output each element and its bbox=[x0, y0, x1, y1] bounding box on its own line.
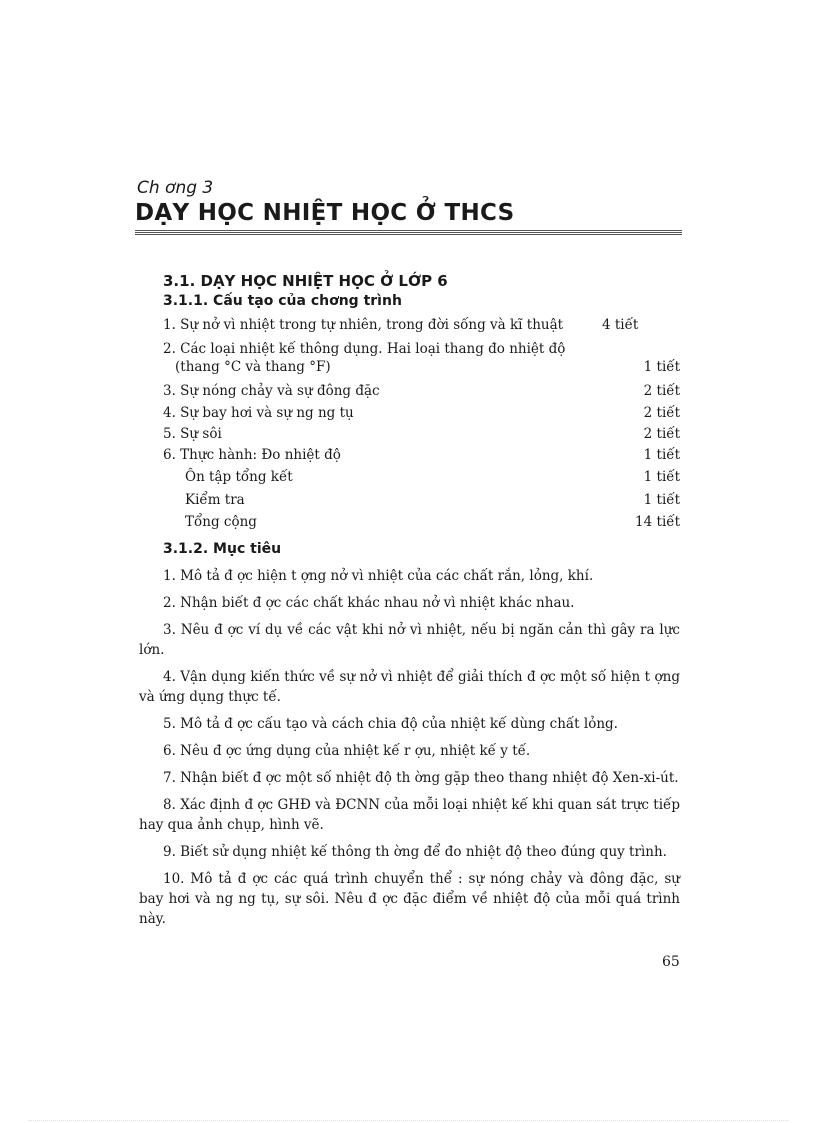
program-item-label: 6. Thực hành: Đo nhiệt độ bbox=[163, 447, 341, 463]
program-item-label: 2. Các loại nhiệt kế thông dụng. Hai loại thang đo nhiệt độ bbox=[163, 341, 566, 357]
title-rule bbox=[135, 230, 682, 235]
program-item-periods: 1 tiết bbox=[643, 492, 680, 508]
program-item-periods: 4 tiết bbox=[602, 317, 639, 333]
objective-item: 6. Nêu đ ợc ứng dụng của nhiệt kế r ợu, nhiệt kế y tế. bbox=[163, 743, 531, 759]
program-item-label: (thang °C và thang °F) bbox=[175, 359, 331, 375]
program-item-label: Tổng cộng bbox=[185, 514, 257, 530]
program-item-label: Ôn tập tổng kết bbox=[185, 469, 293, 485]
program-item-periods: 2 tiết bbox=[643, 405, 680, 421]
program-item-label: 5. Sự sôi bbox=[163, 426, 222, 442]
objective-item: 1. Mô tả đ ợc hiện t ợng nở vì nhiệt của các chất rắn, lỏng, khí. bbox=[163, 568, 594, 584]
objective-item: 8. Xác định đ ợc GHĐ và ĐCNN của mỗi loại nhiệt kế khi quan sát trực tiếp hay qua ảnh chụp, hình vẽ. bbox=[139, 797, 680, 833]
program-item bbox=[163, 490, 680, 510]
program-item-label: Kiểm tra bbox=[185, 492, 245, 508]
chapter-label: Ch ơng 3 bbox=[137, 178, 214, 198]
program-item bbox=[163, 445, 680, 465]
program-item-periods: 1 tiết bbox=[643, 447, 680, 463]
objective-item: 7. Nhận biết đ ợc một số nhiệt độ th ờng gặp theo thang nhiệt độ Xen-xi-út. bbox=[163, 770, 679, 786]
program-item bbox=[163, 357, 680, 377]
section-heading: 3.1. DẠY HỌC NHIỆT HỌC Ở LỚP 6 bbox=[163, 272, 448, 290]
program-item-label: 3. Sự nóng chảy và sự đông đặc bbox=[163, 383, 380, 399]
objective-item: 2. Nhận biết đ ợc các chất khác nhau nở vì nhiệt khác nhau. bbox=[163, 595, 575, 611]
subheading-program-structure: 3.1.1. Cấu tạo của chơng trình bbox=[163, 293, 402, 309]
objective-item: 3. Nêu đ ợc ví dụ về các vật khi nở vì nhiệt, nếu bị ngăn cản thì gây ra lực lớn. bbox=[139, 622, 680, 658]
program-item bbox=[163, 403, 680, 423]
program-item-label: 1. Sự nở vì nhiệt trong tự nhiên, trong đời sống và kĩ thuật bbox=[163, 317, 564, 333]
program-item bbox=[163, 315, 680, 335]
program-item bbox=[163, 381, 680, 401]
objective-item: 10. Mô tả đ ợc các quá trình chuyển thể : sự nóng chảy và đông đặc, sự bay hơi và ng ng tụ, sự sôi. Nêu đ ợc đặc điểm về nhiệt độ của mỗi quá trình này. bbox=[139, 871, 680, 927]
page-number: 65 bbox=[662, 954, 680, 970]
program-item-periods: 1 tiết bbox=[643, 359, 680, 375]
program-item bbox=[163, 467, 680, 487]
objective-item: 9. Biết sử dụng nhiệt kế thông th ờng để đo nhiệt độ theo đúng quy trình. bbox=[163, 844, 667, 860]
program-total bbox=[163, 512, 680, 532]
program-item-periods: 14 tiết bbox=[635, 514, 680, 530]
program-item-periods: 2 tiết bbox=[643, 426, 680, 442]
chapter-title: DẠY HỌC NHIỆT HỌC Ở THCS bbox=[135, 200, 515, 226]
program-item bbox=[163, 339, 680, 359]
subheading-objectives: 3.1.2. Mục tiêu bbox=[163, 541, 282, 557]
bottom-rule bbox=[28, 1120, 788, 1121]
program-item-label: 4. Sự bay hơi và sự ng ng tụ bbox=[163, 405, 354, 421]
objective-item: 5. Mô tả đ ợc cấu tạo và cách chia độ của nhiệt kế dùng chất lỏng. bbox=[163, 716, 618, 732]
program-item-periods: 2 tiết bbox=[643, 383, 680, 399]
program-item-periods: 1 tiết bbox=[643, 469, 680, 485]
program-item bbox=[163, 424, 680, 444]
objective-item: 4. Vận dụng kiến thức về sự nở vì nhiệt để giải thích đ ợc một số hiện t ợng và ứng dụng thực tế. bbox=[139, 669, 680, 705]
objectives-list bbox=[139, 566, 680, 936]
